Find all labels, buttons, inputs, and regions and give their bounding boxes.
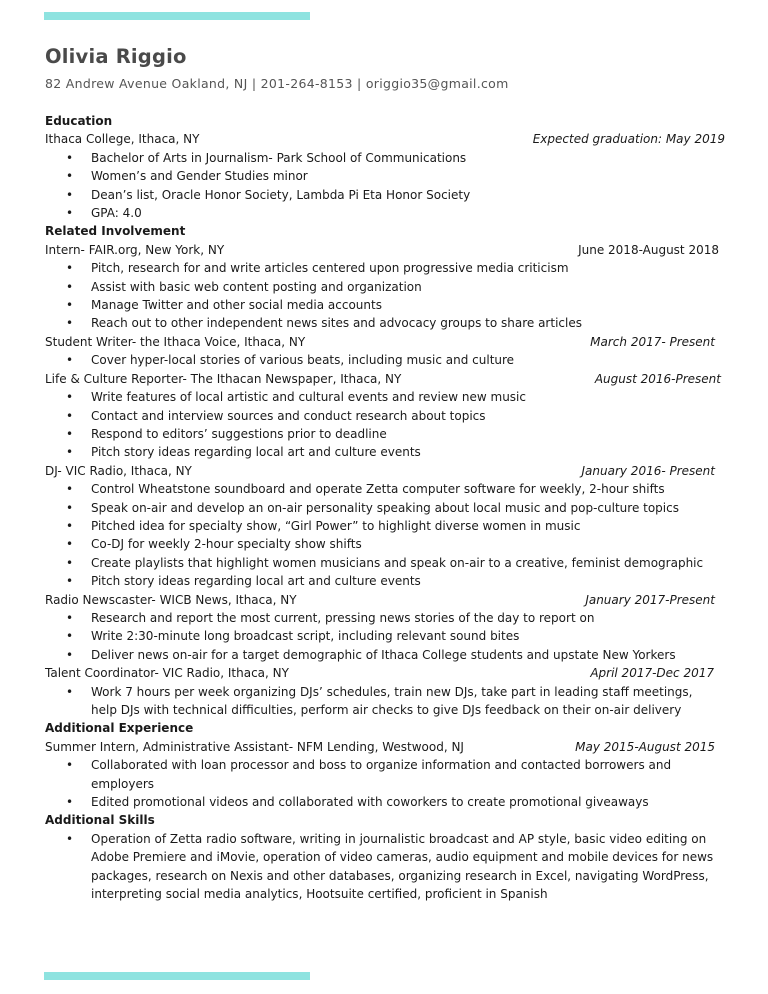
bullet-item: • Write 2:30-minute long broadcast script, including relevant sound bites [91,627,725,645]
bullet-item: • Write features of local artistic and cultural events and review new music [91,388,725,406]
entry-header [45,130,725,148]
entry-title: DJ- VIC Radio, Ithaca, NY [45,463,192,478]
bullet-list [45,351,725,369]
bullet-item: • Cover hyper-local stories of various beats, including music and culture [91,351,725,369]
entry-date: June 2018-August 2018 [578,242,719,257]
entry-header [45,738,725,756]
section-heading-skills: Additional Skills [45,813,155,828]
bullet-list [45,683,725,720]
bullet-item: • Dean’s list, Oracle Honor Society, Lambda Pi Eta Honor Society [91,186,725,204]
bullet-item: • Create playlists that highlight women musicians and speak on-air to a creative, feminist demographic [91,554,725,572]
entry-date: August 2016-Present [594,371,721,386]
bullet-list [45,149,725,223]
entry-header [45,462,725,480]
bullet-item: • Research and report the most current, pressing news stories of the day to report on [91,609,725,627]
bullet-item: • Speak on-air and develop an on-air personality speaking about local music and pop-culture topics [91,499,725,517]
entry-date: Expected graduation: May 2019 [532,132,725,147]
bullet-item: • Women’s and Gender Studies minor [91,167,725,185]
bullet-list [45,388,725,462]
bullet-item: • Pitch, research for and write articles centered upon progressive media criticism [91,259,725,277]
bullet-item: • Assist with basic web content posting and organization [91,278,725,296]
entry-title: Ithaca College, Ithaca, NY [45,132,200,147]
entry-title: Student Writer- the Ithaca Voice, Ithaca, NY [45,334,306,349]
bullet-item: • Pitch story ideas regarding local art and culture events [91,572,725,590]
section-heading-additional-experience: Additional Experience [45,721,194,736]
section-heading-education: Education [45,114,113,128]
bullet-item: • Co-DJ for weekly 2-hour specialty show shifts [91,535,725,553]
bullet-item: • Control Wheatstone soundboard and operate Zetta computer software for weekly, 2-hour shifts [91,480,725,498]
entry-date: January 2016- Present [581,463,715,478]
bullet-item: • Manage Twitter and other social media accounts [91,296,725,314]
entry-header [45,370,725,388]
bullet-item: • Collaborated with loan processor and boss to organize information and contacted borrowers and employers [91,756,725,793]
bottom-accent-bar [44,972,310,980]
entry-title: Talent Coordinator- VIC Radio, Ithaca, NY [45,666,289,681]
contact-info: 82 Andrew Avenue Oakland, NJ | 201-264-8153 | origgio35@gmail.com [45,76,509,91]
entry-header [45,333,725,351]
entry-title: Summer Intern, Administrative Assistant- NFM Lending, Westwood, NJ [45,739,464,754]
entry-date: April 2017-Dec 2017 [590,666,714,681]
bullet-item: • Edited promotional videos and collaborated with coworkers to create promotional giveaways [91,793,725,811]
bullet-item: • Pitched idea for specialty show, “Girl Power” to highlight diverse women in music [91,517,725,535]
bullet-item: • Bachelor of Arts in Journalism- Park School of Communications [91,149,725,167]
bullet-item: • Reach out to other independent news sites and advocacy groups to share articles [91,314,725,332]
entry-header [45,241,725,259]
entry-date: May 2015-August 2015 [575,739,715,754]
bullet-item: • Respond to editors’ suggestions prior to deadline [91,425,725,443]
resume-body [45,112,725,903]
bullet-list [45,259,725,333]
entry-date: March 2017- Present [590,334,715,349]
bullet-list [45,480,725,590]
entry-header [45,664,725,682]
bullet-item: • Work 7 hours per week organizing DJs’ schedules, train new DJs, take part in leading staff meetings, help DJs with technical difficulties, perform air checks to give DJs feedback on their on-air delivery [91,683,725,720]
bullet-item: • Contact and interview sources and conduct research about topics [91,407,725,425]
bullet-list [45,830,725,904]
entry-title: Radio Newscaster- WICB News, Ithaca, NY [45,592,297,607]
bullet-item: • Deliver news on-air for a target demographic of Ithaca College students and upstate New Yorkers [91,646,725,664]
bullet-item: • GPA: 4.0 [91,204,725,222]
bullet-item: • Pitch story ideas regarding local art and culture events [91,443,725,461]
bullet-list [45,609,725,664]
entry-header [45,591,725,609]
section-heading-involvement: Related Involvement [45,224,186,239]
top-accent-bar [44,12,310,20]
entry-title: Intern- FAIR.org, New York, NY [45,242,225,257]
entry-date: January 2017-Present [585,592,715,607]
bullet-item: • Operation of Zetta radio software, writing in journalistic broadcast and AP style, basic video editing on Adobe Premiere and iMovie, operation of video cameras, audio equipment and mobile devices for news packages, research on Nexis and other databases, organizing research in Excel, navigating WordPress, interpreting social media analytics, Hootsuite certified, proficient in Spanish [91,830,725,904]
resume-name: Olivia Riggio [45,45,187,68]
bullet-list [45,756,725,811]
entry-title: Life & Culture Reporter- The Ithacan Newspaper, Ithaca, NY [45,371,402,386]
